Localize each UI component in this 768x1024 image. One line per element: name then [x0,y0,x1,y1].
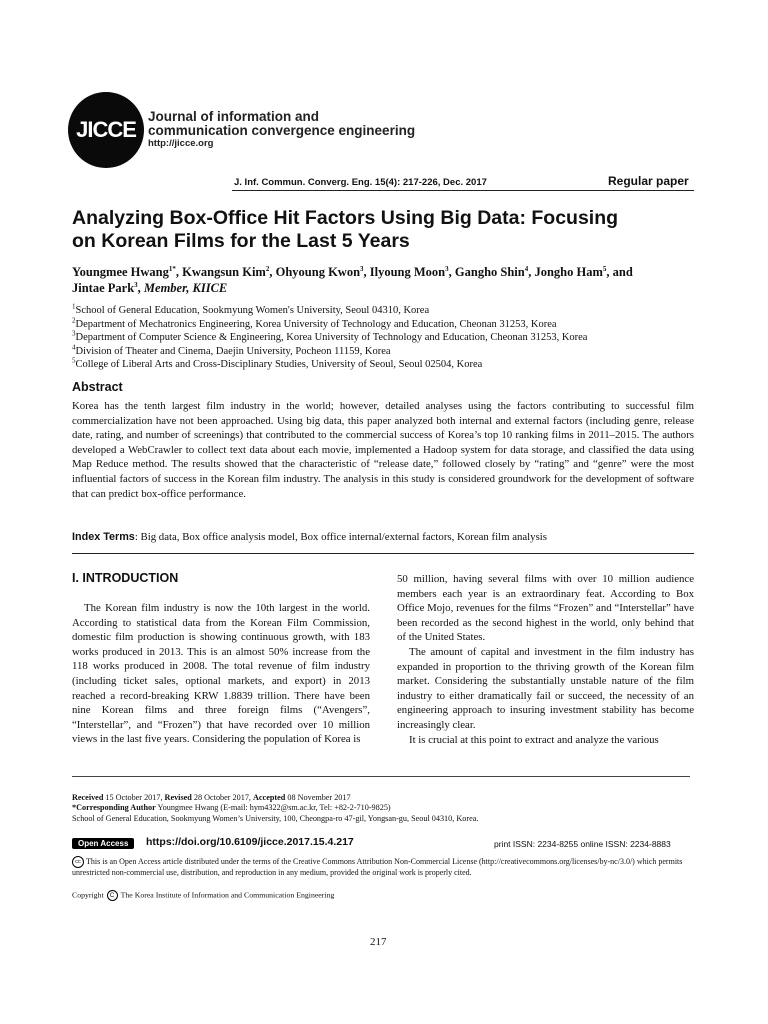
copyright [72,890,334,901]
abstract-heading: Abstract [72,380,123,394]
received-label: Received [72,793,104,802]
accepted-label: Accepted [253,793,286,802]
affiliation-text: Division of Theater and Cinema, Daejin University, Pocheon 11159, Korea [75,345,391,357]
affiliation-sup: 1 [72,302,76,311]
address-line: School of General Education, Sookmyung Women’s University, 100, Cheongpa-ro 47-gil, Yongsan-gu, Seoul 04310, Korea. [72,813,479,823]
journal-url[interactable]: http://jicce.org [148,138,214,149]
header-rule [232,190,694,191]
paragraph: 50 million, having several films with over 10 million audience members each year is an extraordinary feat. According to Box Office Mojo, revenues for the films “Frozen” and “Interstellar” have been recorded as the second highest in the world, only behind that of the United States. [397,573,694,644]
index-terms-text: : Big data, Box office analysis model, Box office internal/external factors, Korean film analysis [134,531,547,543]
accepted-date: 08 November 2017 [287,793,351,802]
issn: print ISSN: 2234-8255 online ISSN: 2234-8883 [494,839,671,849]
abstract-text: Korea has the tenth largest film industry in the world; however, detailed analyses using the factors contributing to successful film commercialization have not been approached. Using big data, this paper analyzed both internal and external factors (including genre, release date, rating, and number of screenings) that contributed to the commercial success of Korea’s top 10 ranking films in 2011–2015. The authors developed a WebCrawler to collect text data about each movie, implemented a Hadoop system for data storage, and classified the data using Map Reduce method. The results showed that the characteristic of “release date,” followed closely by “rating” and “genre” were the most influential factors of success in the Korean film industry. The analysis in this study is considered groundwork for the development of software that can predict box-office performance. [72,400,694,500]
title-line-2: on Korean Films for the Last 5 Years [72,230,410,252]
author-sup: 1* [168,264,176,273]
affiliation-sup: 4 [72,343,76,351]
column-right [397,572,694,747]
journal-name [148,110,415,150]
copyright-text: The Korea Institute of Information and Communication Engineering [120,890,335,900]
footnote-rule [72,776,690,777]
author: Jintae Park [72,281,135,295]
creative-commons-icon: cc [72,856,84,868]
doi-link[interactable]: https://doi.org/10.6109/jicce.2017.15.4.217 [146,836,354,848]
copyright-label: Copyright [72,890,104,900]
dates-line [72,793,694,803]
paper-type: Regular paper [608,174,689,188]
author-sup: 4 [524,264,529,273]
affiliation-text: School of General Education, Sookmyung Women's University, Seoul 04310, Korea [75,305,430,316]
author-sup: 3 [134,280,138,289]
intro-heading: I. INTRODUCTION [72,571,179,585]
affiliation-text: College of Liberal Arts and Cross-Disciplinary Studies, University of Seoul, Seoul 02504, Korea [75,359,483,370]
paragraph: The amount of capital and investment in the film industry has expanded in proportion to the thriving growth of the Korean film market. Considering the substantially unstable nature of the film industry to either dramatically fail or succeed, the necessity of an engineering approach to insuring investment stability has become increasingly clear. [397,645,694,731]
copyright-icon: C [107,890,118,901]
journal-name-line1: Journal of information and [148,109,319,124]
paper-title [72,207,702,253]
column-left [72,601,370,747]
title-line-1: Analyzing Box-Office Hit Factors Using Big Data: Focusing [72,207,619,229]
author: Jongho Ham [534,265,603,279]
authors-and: and [612,265,633,279]
license-text [72,856,694,878]
affiliation [72,331,702,345]
revised-label: Revised [164,793,192,802]
open-access-badge: Open Access [72,838,134,849]
affiliation-sup: 2 [72,316,76,324]
paragraph: The Korean film industry is now the 10th largest in the world. According to statistical data from the Korean Film Commission, domestic film production is showing continuous growth, with 183 works produced in 2013. This is an almost 50% increase from the 118 works produced in 2008. The total revenue of film industry (including ticket sales, optional markets, and export) in 2013 reached a record-breaking KRW 1.8839 trillion. There have been nine Korean films and three foreign films (“Avengers”, “Interstellar”, and “Frozen”) that have recorded over 10 million views in the last five years. Considering the population of Korea is [72,602,370,746]
page-number: 217 [370,936,387,948]
author: Youngmee Hwang [72,265,169,279]
author: Ilyoung Moon [369,265,446,279]
author: Gangho Shin [454,265,525,279]
affiliation [72,318,702,332]
corresponding-label: *Corresponding Author [72,803,156,813]
affiliation-sup: 5 [72,356,76,365]
section-rule [72,553,694,554]
citation: J. Inf. Commun. Converg. Eng. 15(4): 217-226, Dec. 2017 [234,177,487,188]
member-title: Member, KIICE [143,281,228,295]
affiliation [72,345,702,359]
license-body: This is an Open Access article distributed under the terms of the Creative Commons Attribution Non-Commercial License (http://creativecommons.org/licenses/by-nc/3.0/) which permits unrestricted non-commercial use, distribution, and reproduction in any medium, provided the original work is properly cited. [72,856,683,877]
author-sup: 5 [602,264,607,273]
author-sup: 3 [445,264,449,273]
corresponding-text: Youngmee Hwang (E-mail: hym4322@sm.ac.kr, Tel: +82-2-710-9825) [157,803,391,813]
index-terms [72,530,694,544]
received-date: 15 October 2017, [105,793,163,802]
affiliation-text: Department of Computer Science & Engineering, Korea University of Technology and Education, Cheonan 31253, Korea [75,332,588,343]
corresponding-author-line [72,803,694,813]
logo-text: JICCE [76,117,136,142]
journal-name-line2: communication convergence engineering [148,123,416,138]
index-terms-label: Index Terms [72,531,135,543]
paragraph: It is crucial at this point to extract and analyze the various [409,733,659,746]
author: Kwangsun Kim [182,265,266,279]
journal-logo [68,92,144,168]
author-sup: 3 [360,264,364,273]
author: Ohyoung Kwon [275,265,361,279]
affiliation [72,358,702,372]
article-notes [72,793,694,824]
affiliation-sup: 3 [72,329,76,338]
author-list: Youngmee Hwang$^{1*}$, Kwangsun Kim$^2$, Ohyoung Kwon$^3$, Ilyoung Moon$^3$, Gangho Shin$^4$, Jongho Ham$^5$, and Jintae Park$^3$, Member, KIICE [72,264,633,295]
revised-date: 28 October 2017, [193,793,251,802]
author-sup: 2 [265,264,270,273]
affiliations [72,304,702,372]
affiliation-text: Department of Mechatronics Engineering, Korea University of Technology and Education, Cheonan 31253, Korea [75,318,557,330]
affiliation [72,304,702,318]
